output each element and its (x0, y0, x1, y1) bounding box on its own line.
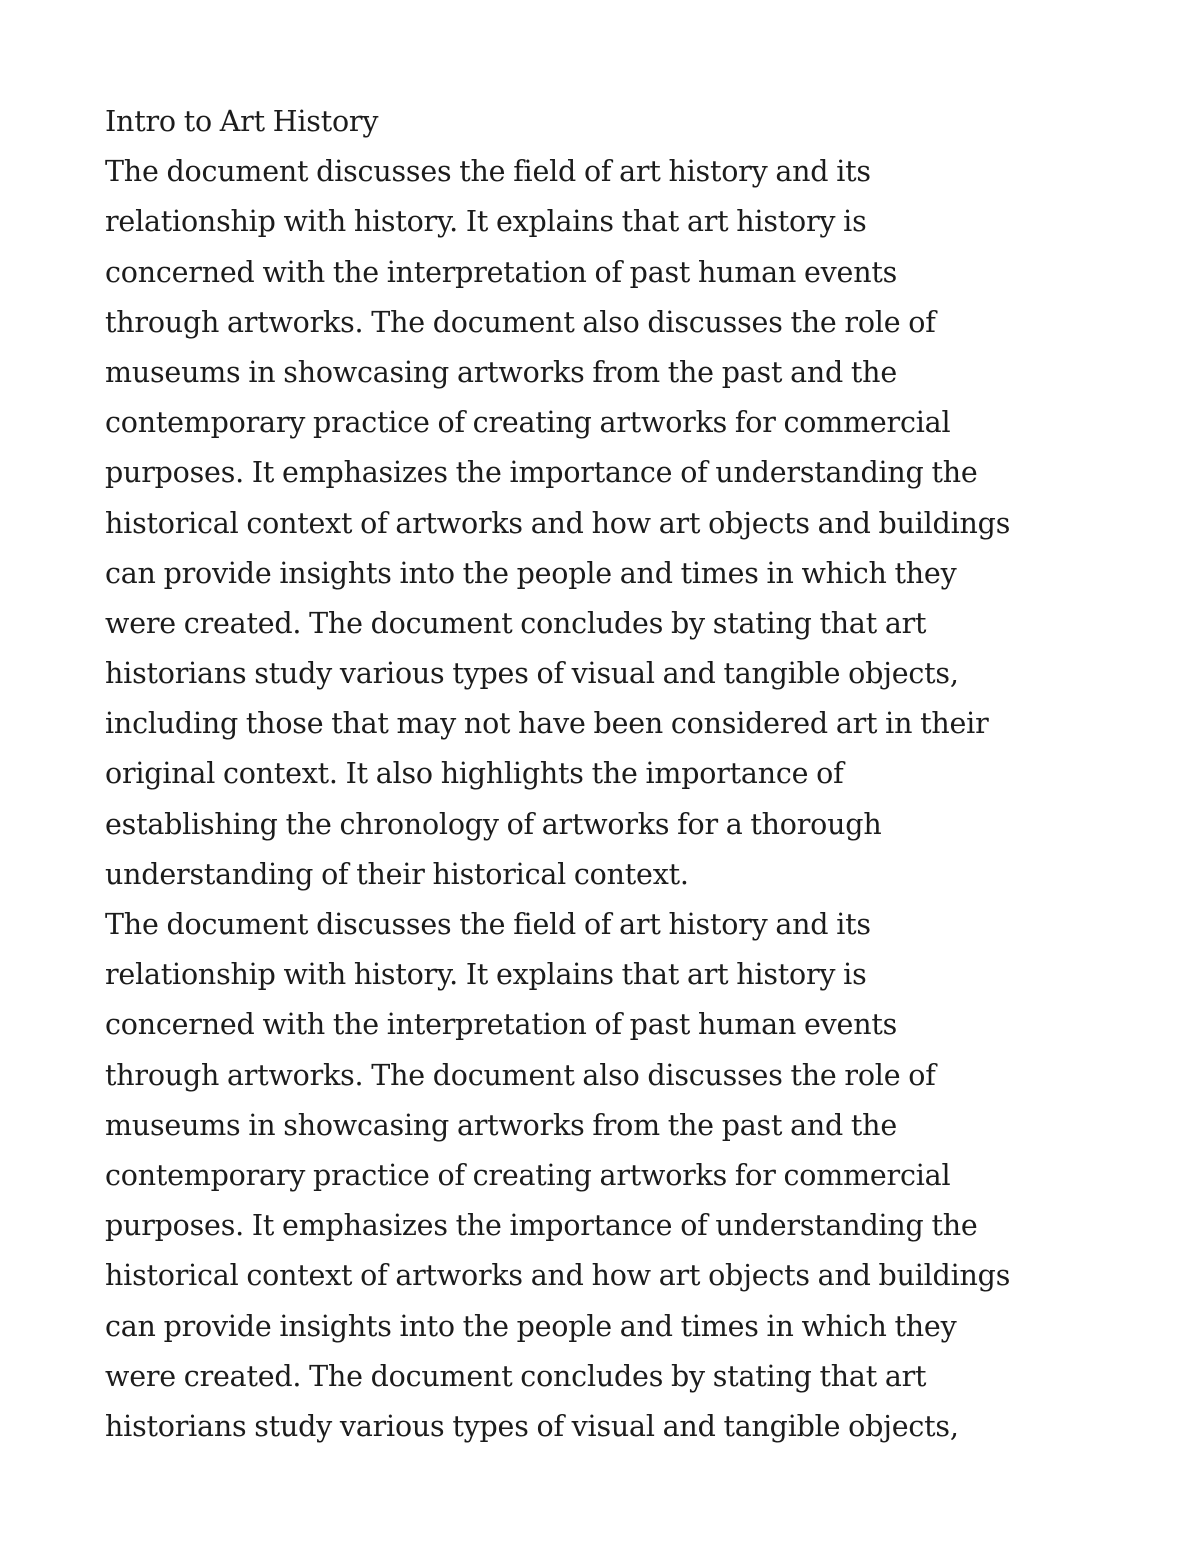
body-line: museums in showcasing artworks from the past and the (105, 355, 897, 389)
body-line: historical context of artworks and how art objects and buildings (105, 1259, 1011, 1293)
body-line: The document discusses the field of art history and its (105, 908, 871, 941)
document-title: Intro to Art History (105, 105, 379, 138)
body-line: contemporary practice of creating artworks for commercial (105, 1158, 951, 1192)
body-line: purposes. It emphasizes the importance of understanding the (105, 456, 978, 490)
body-line: museums in showcasing artworks from the past and the (105, 1108, 897, 1142)
body-line: can provide insights into the people and times in which they (105, 556, 957, 590)
body-line: including those that may not have been considered art in their (105, 707, 989, 741)
body-line: historians study various types of visual and tangible objects, (105, 657, 959, 691)
body-line: relationship with history. It explains that art history is (105, 958, 867, 992)
body-line: concerned with the interpretation of past human events (105, 1008, 898, 1042)
body-line: The document discusses the field of art history and its (105, 155, 871, 189)
body-line: contemporary practice of creating artworks for commercial (105, 406, 951, 440)
body-line: purposes. It emphasizes the importance of understanding the (105, 1209, 978, 1243)
body-line: understanding of their historical context. (105, 857, 689, 891)
document-body (105, 97, 1105, 1452)
body-line: concerned with the interpretation of past human events (105, 255, 898, 289)
body-line: historians study various types of visual and tangible objects, (105, 1409, 959, 1443)
body-line: can provide insights into the people and times in which they (105, 1309, 957, 1343)
body-line: establishing the chronology of artworks for a thorough (105, 807, 882, 841)
body-line: original context. It also highlights the importance of (105, 757, 844, 791)
body-line: historical context of artworks and how art objects and buildings (105, 506, 1011, 540)
body-line: relationship with history. It explains that art history is (105, 205, 867, 239)
body-line: were created. The document concludes by stating that art (105, 606, 927, 640)
body-line: through artworks. The document also discusses the role of (105, 305, 936, 339)
body-line: were created. The document concludes by stating that art (105, 1359, 927, 1393)
body-line: through artworks. The document also discusses the role of (105, 1058, 936, 1092)
